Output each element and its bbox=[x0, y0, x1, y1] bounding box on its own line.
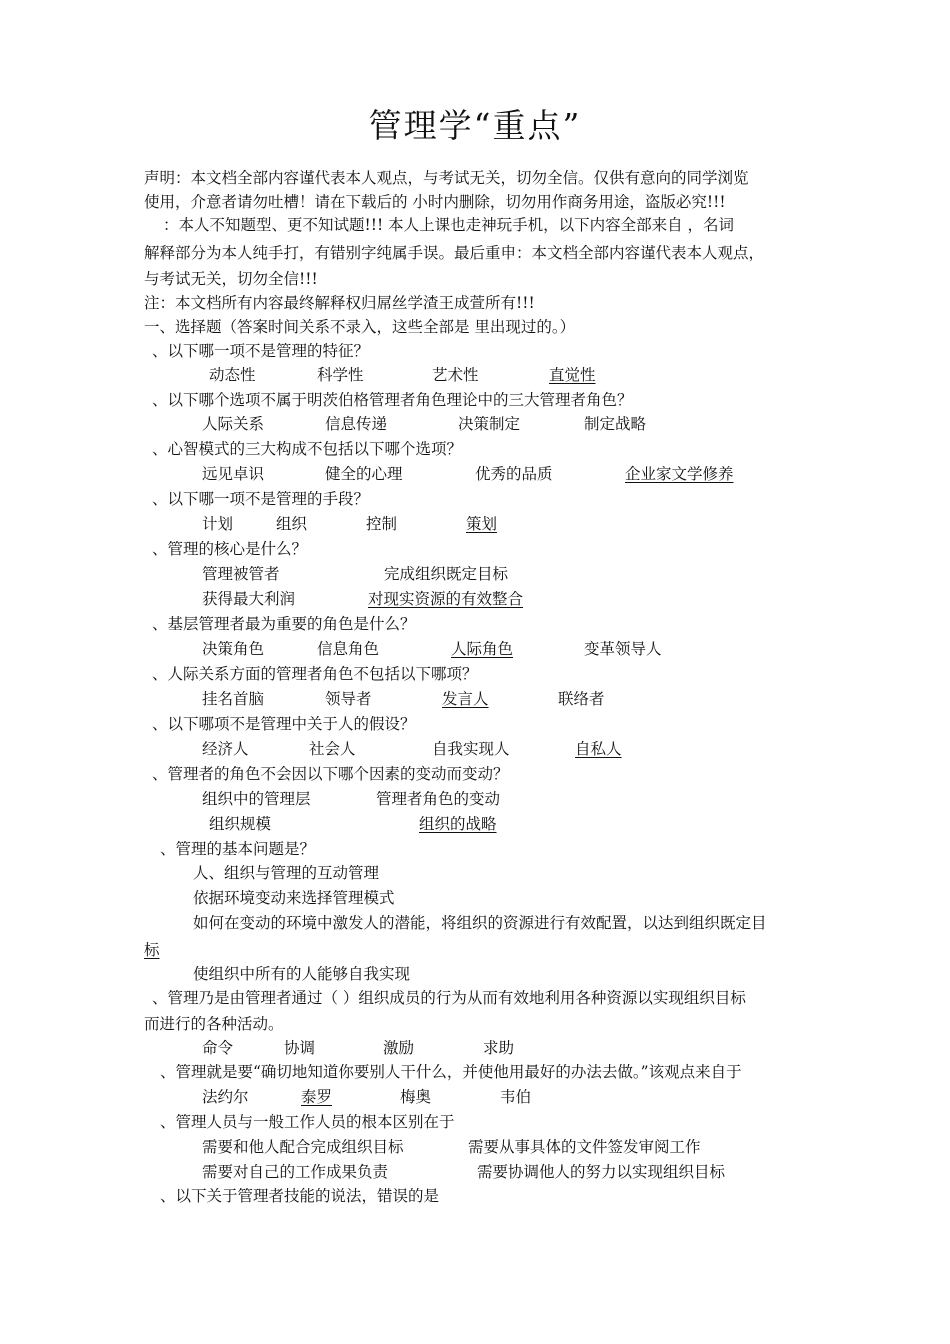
option: 梅奥 bbox=[400, 1088, 432, 1106]
intro-line: ：本人不知题型、更不知试题!!! 本人上课也走神玩手机，以下内容全部来自 ，名词 bbox=[163, 216, 735, 234]
option: 管理被管者 bbox=[202, 565, 280, 583]
option: 协调 bbox=[284, 1039, 316, 1057]
answer-option: 直觉性 bbox=[549, 366, 596, 384]
option: 人际关系 bbox=[202, 415, 265, 433]
question: 、管理乃是由管理者通过（ ）组织成员的行为从而有效地利用各种资源以实现组织目标 bbox=[152, 989, 746, 1007]
option: 管理者角色的变动 bbox=[376, 790, 501, 808]
answer-option: 组织的战略 bbox=[419, 815, 497, 833]
intro-line: 解释部分为本人纯手打，有错别字纯属手误。最后重申：本文档全部内容谨代表本人观点， bbox=[144, 244, 765, 262]
question: 、管理就是要“确切地知道你要别人干什么，并使他用最好的办法去做。”该观点来自于 bbox=[160, 1063, 742, 1081]
option: 联络者 bbox=[558, 690, 605, 708]
option: 健全的心理 bbox=[325, 465, 403, 483]
answer-option: 标 bbox=[144, 941, 160, 959]
answer-option: 企业家文学修养 bbox=[625, 465, 734, 483]
intro-line: 使用，介意者请勿吐槽！请在下载后的 小时内删除，切勿用作商务用途，盗版必究!!! bbox=[144, 193, 726, 211]
option: 信息角色 bbox=[317, 640, 380, 658]
intro-line: 与考试无关，切勿全信!!! bbox=[144, 270, 318, 288]
answer-option: 泰罗 bbox=[301, 1088, 333, 1106]
answer-option: 发言人 bbox=[442, 690, 489, 708]
option: 组织规模 bbox=[209, 815, 272, 833]
page-title: 管理学“重点” bbox=[368, 106, 582, 145]
option: 依据环境变动来选择管理模式 bbox=[193, 889, 395, 907]
question: 、以下哪项不是管理中关于人的假设？ bbox=[152, 715, 416, 733]
option: 需要从事具体的文件签发审阅工作 bbox=[468, 1138, 701, 1156]
option: 社会人 bbox=[309, 740, 356, 758]
answer-option: 人际角色 bbox=[451, 640, 514, 658]
option: 组织 bbox=[276, 515, 308, 533]
option: 组织中的管理层 bbox=[202, 790, 311, 808]
option: 变革领导人 bbox=[584, 640, 662, 658]
option: 如何在变动的环境中激发人的潜能，将组织的资源进行有效配置，以达到组织既定目 bbox=[193, 914, 767, 932]
option: 需要对自己的工作成果负责 bbox=[202, 1163, 389, 1181]
question: 、基层管理者最为重要的角色是什么？ bbox=[152, 615, 416, 633]
option: 激励 bbox=[383, 1039, 415, 1057]
option: 自我实现人 bbox=[432, 740, 510, 758]
option: 法约尔 bbox=[202, 1088, 249, 1106]
question: 而进行的各种活动。 bbox=[144, 1015, 284, 1033]
question: 、以下哪一项不是管理的手段？ bbox=[152, 490, 370, 508]
option: 动态性 bbox=[209, 366, 256, 384]
option: 获得最大利润 bbox=[202, 590, 296, 608]
option: 挂名首脑 bbox=[202, 690, 265, 708]
question: 、心智模式的三大构成不包括以下哪个选项？ bbox=[152, 440, 463, 458]
option: 决策制定 bbox=[458, 415, 521, 433]
option: 艺术性 bbox=[432, 366, 479, 384]
question: 、管理人员与一般工作人员的根本区别在于 bbox=[160, 1113, 455, 1131]
option: 需要协调他人的努力以实现组织目标 bbox=[477, 1163, 726, 1181]
option: 计划 bbox=[202, 515, 234, 533]
question: 、管理的核心是什么？ bbox=[152, 540, 308, 558]
option: 需要和他人配合完成组织目标 bbox=[202, 1138, 404, 1156]
option: 人、组织与管理的互动管理 bbox=[193, 864, 380, 882]
option: 制定战略 bbox=[584, 415, 647, 433]
option: 命令 bbox=[202, 1039, 234, 1057]
option: 决策角色 bbox=[202, 640, 265, 658]
option: 韦伯 bbox=[500, 1088, 532, 1106]
question: 、管理者的角色不会因以下哪个因素的变动而变动？ bbox=[152, 765, 509, 783]
option: 优秀的品质 bbox=[475, 465, 553, 483]
option: 远见卓识 bbox=[202, 465, 265, 483]
option: 经济人 bbox=[202, 740, 249, 758]
question: 、人际关系方面的管理者角色不包括以下哪项？ bbox=[152, 665, 478, 683]
option: 科学性 bbox=[317, 366, 364, 384]
answer-option: 对现实资源的有效整合 bbox=[368, 590, 524, 608]
intro-note: 注：本文档所有内容最终解释权归屌丝学渣王成萱所有!!! bbox=[144, 294, 535, 312]
option: 领导者 bbox=[325, 690, 372, 708]
option: 求助 bbox=[483, 1039, 515, 1057]
answer-option: 自私人 bbox=[575, 740, 622, 758]
question: 、以下哪一项不是管理的特征？ bbox=[152, 342, 370, 360]
question: 、以下哪个选项不属于明茨伯格管理者角色理论中的三大管理者角色？ bbox=[152, 391, 633, 409]
option: 控制 bbox=[366, 515, 398, 533]
option: 使组织中所有的人能够自我实现 bbox=[193, 965, 411, 983]
answer-option: 策划 bbox=[466, 515, 498, 533]
section-heading: 一、选择题（答案时间关系不录入，这些全部是 里出现过的。） bbox=[144, 318, 576, 336]
option: 完成组织既定目标 bbox=[384, 565, 509, 583]
question: 、管理的基本问题是？ bbox=[160, 840, 316, 858]
intro-line: 声明：本文档全部内容谨代表本人观点，与考试无关，切勿全信。仅供有意向的同学浏览 bbox=[144, 169, 749, 187]
question: 、以下关于管理者技能的说法，错误的是 bbox=[160, 1187, 440, 1205]
option: 信息传递 bbox=[325, 415, 388, 433]
